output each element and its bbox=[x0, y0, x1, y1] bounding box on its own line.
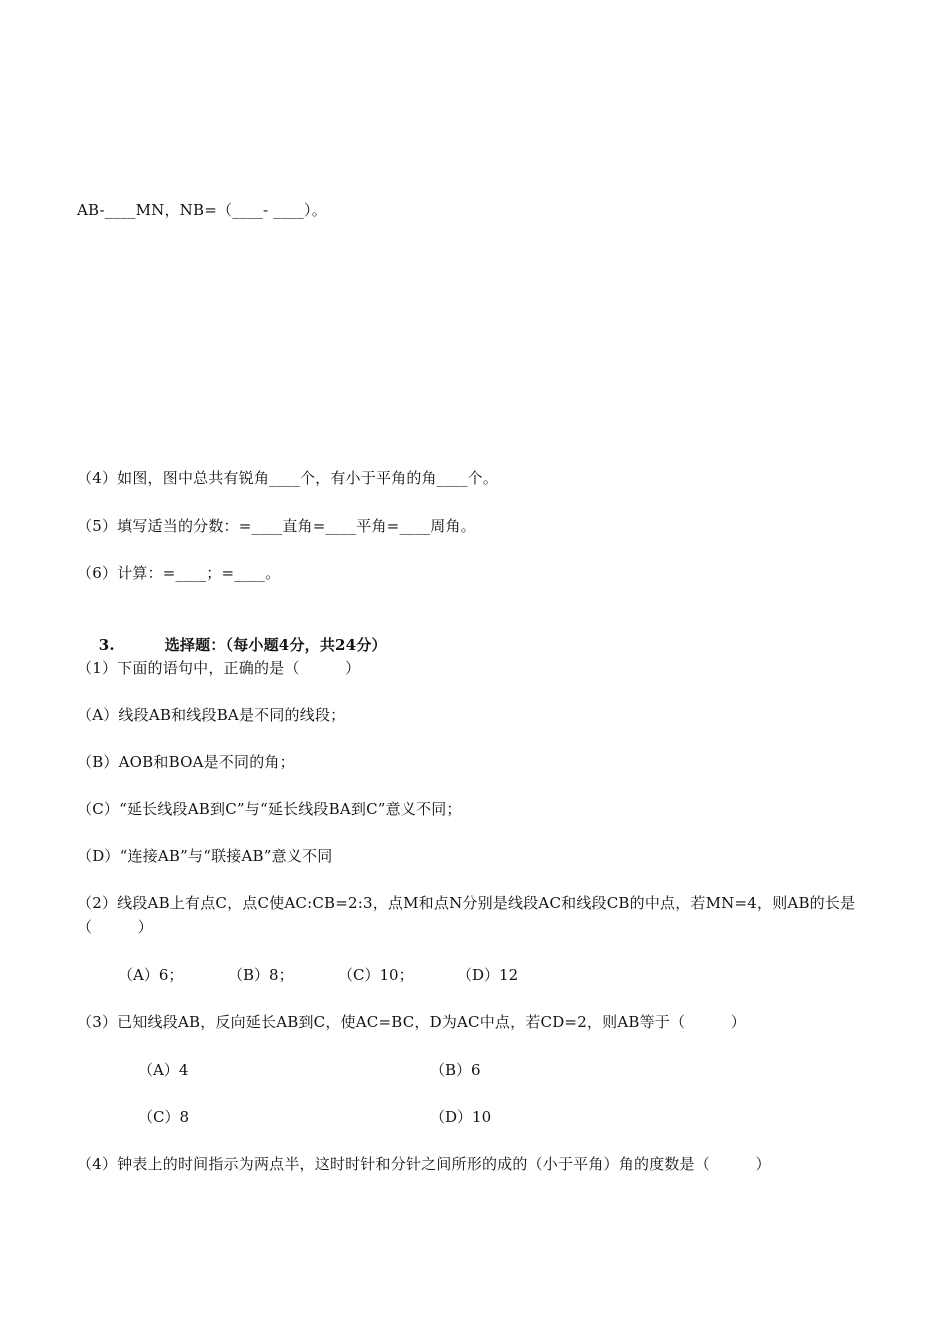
question-3-option-b: （B）6 bbox=[430, 1061, 481, 1079]
question-3-option-c: （C）8 bbox=[138, 1108, 190, 1126]
section-number: 3. bbox=[98, 636, 115, 654]
fill-question-5: （5）填写适当的分数：=____直角=____平角=____周角。 bbox=[77, 517, 476, 535]
question-1-option-c: （C）“延长线段AB到C”与“延长线段BA到C”意义不同； bbox=[77, 800, 462, 818]
fill-question-4: （4）如图，图中总共有锐角____个，有小于平角的角____个。 bbox=[77, 469, 498, 487]
question-3-option-a: （A）4 bbox=[138, 1061, 189, 1079]
question-2-stem: （2）线段AB上有点C，点C使AC:CB=2:3，点M和点N分别是线段AC和线段CB的中点，若MN=4，则AB的长是（ ） bbox=[77, 894, 856, 936]
question-1-option-a: （A）线段AB和线段BA是不同的线段； bbox=[77, 706, 346, 724]
question-4-stem: （4）钟表上的时间指示为两点半，这时时针和分针之间所形的成的（小于平角）角的度数是（ ） bbox=[77, 1155, 771, 1173]
question-3-stem: （3）已知线段AB，反向延长AB到C，使AC=BC，D为AC中点，若CD=2，则AB等于（ ） bbox=[77, 1013, 746, 1031]
question-1-option-b: （B）AOB和BOA是不同的角； bbox=[77, 753, 295, 771]
question-2-option-a: （A）6； bbox=[118, 966, 184, 984]
question-1-stem: （1）下面的语句中，正确的是（ ） bbox=[77, 659, 361, 677]
fill-question-6: （6）计算：=____；=____。 bbox=[77, 564, 281, 582]
question-2-option-b: （B）8； bbox=[228, 966, 294, 984]
question-2-option-d: （D）12 bbox=[457, 966, 519, 984]
question-2-option-c: （C）10； bbox=[338, 966, 414, 984]
question-1-option-d: （D）“连接AB”与“联接AB”意义不同 bbox=[77, 847, 333, 865]
question-3-option-d: （D）10 bbox=[430, 1108, 492, 1126]
segment-fill-line: AB-____MN，NB=（____- ____）。 bbox=[77, 201, 327, 219]
section-title: 选择题：（每小题4分，共24分） bbox=[164, 636, 387, 654]
